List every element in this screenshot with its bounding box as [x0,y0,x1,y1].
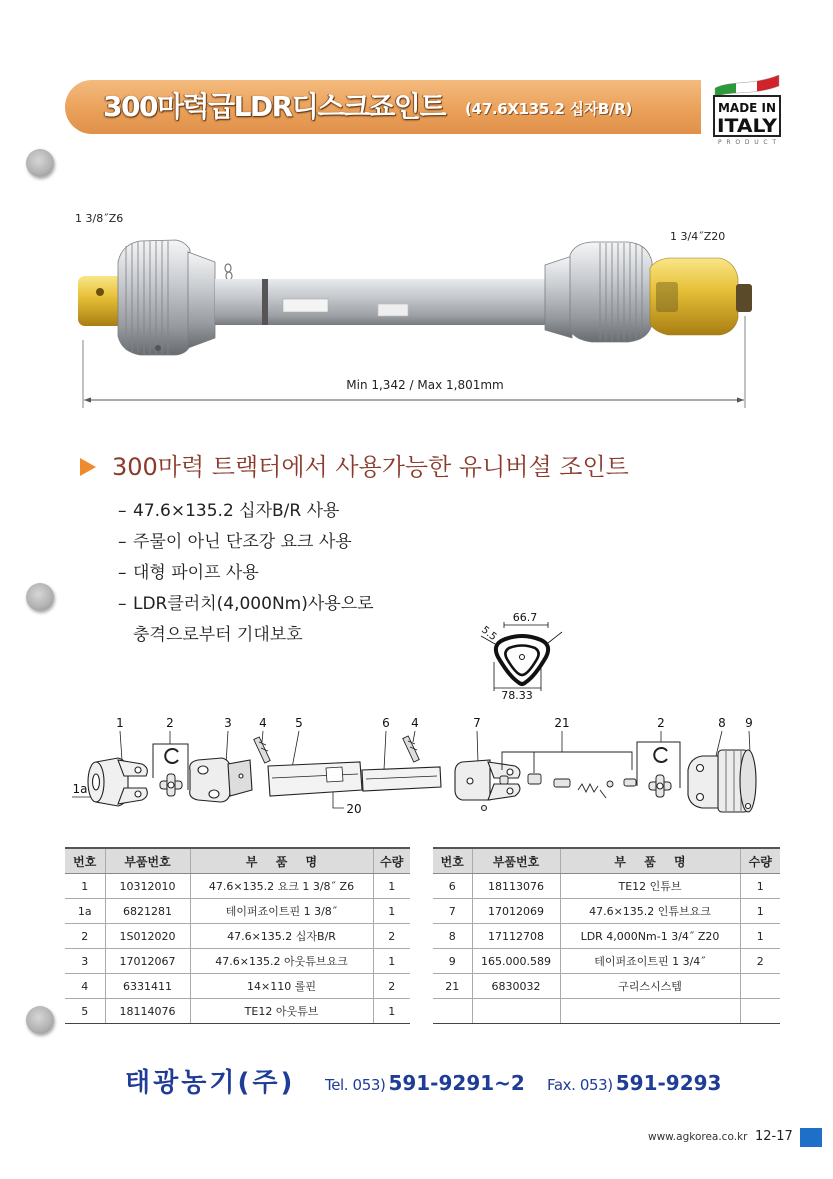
cell-qty [740,974,780,999]
binder-hole-top [26,149,54,177]
bullet-dash: – [118,563,127,583]
list-item [118,527,374,558]
length-label: Min 1,342 / Max 1,801mm [346,378,504,392]
part-label: 21 [554,716,570,730]
right-spec-label: 1 3/4˝Z20 [670,230,726,243]
tel-number: 591-9291~2 [388,1071,525,1095]
column-header-qty: 수량 [373,848,410,874]
bullet-text: 대형 파이프 사용 [133,563,259,583]
part-7-inner-tube-yoke [455,760,520,811]
part-label-1a: 1a [72,782,88,796]
column-header-name: 부 품 명 [190,848,373,874]
cell-part-no: 1S012020 [105,924,190,949]
cell-part-no: 17012067 [105,949,190,974]
part-21-grease-system [500,752,636,798]
cell-no [433,999,472,1024]
cross-section-top-width: 66.7 [512,611,538,624]
cell-qty: 2 [373,924,410,949]
cell-qty: 1 [740,899,780,924]
cell-part-no: 17012069 [472,899,560,924]
part-1-yoke [88,758,147,806]
cell-name: 테이퍼죠이트핀 1 3/4˝ [560,949,740,974]
column-header-no: 번호 [65,848,105,874]
part-9-ldr-clutch [718,750,756,812]
part-label: 2 [166,716,174,730]
cell-part-no [472,999,560,1024]
cell-qty [740,999,780,1024]
tel-prefix: Tel. 053) [325,1076,386,1094]
cell-part-no: 17112708 [472,924,560,949]
cross-section-bottom-width: 78.33 [501,689,533,702]
cell-name: LDR 4,000Nm-1 3/4˝ Z20 [560,924,740,949]
cell-name: 구리스시스템 [560,974,740,999]
part-label: 5 [295,716,303,730]
cell-part-no: 6331411 [105,974,190,999]
cell-part-no: 6821281 [105,899,190,924]
part-label: 4 [259,716,267,730]
cell-part-no: 18114076 [105,999,190,1024]
cell-no: 4 [65,974,105,999]
column-header-qty: 수량 [740,848,780,874]
left-yoke [78,276,124,326]
part-6-inner-tube [362,767,441,791]
table-row [433,874,780,899]
heading-triangle-icon [80,458,96,476]
bullet-text: 주물이 아닌 단조강 요크 사용 [133,532,352,552]
cell-name: 14×110 롤핀 [190,974,373,999]
cell-qty: 1 [373,874,410,899]
cell-qty: 1 [740,874,780,899]
cell-name: 47.6×135.2 인튜브요크 [560,899,740,924]
part-label: 1 [116,716,124,730]
bullet-dash: – [118,594,127,614]
part-5-outer-tube [268,762,362,796]
part-label: 7 [473,716,481,730]
list-item [118,558,374,589]
bullet-dash: – [118,501,127,521]
right-guard-cone [545,242,652,342]
cell-name: 47.6×135.2 아웃튜브요크 [190,949,373,974]
part-4-roll-pin [403,736,419,762]
bullet-text: LDR클러치(4,000Nm)사용으로 [133,594,374,614]
parts-table-right [433,847,780,1024]
cell-qty: 1 [373,999,410,1024]
page-title: 300마력급LDR디스크죠인트 [103,90,446,123]
bullet-text: 충격으로부터 기대보호 [133,625,303,645]
page-number: 12-17 [755,1129,793,1144]
table-row [65,974,410,999]
cell-name: TE12 인튜브 [560,874,740,899]
column-header-name: 부 품 명 [560,848,740,874]
part-label-20: 20 [346,802,362,816]
part-label: 9 [745,716,753,730]
cell-no: 8 [433,924,472,949]
table-row [65,999,410,1024]
cell-part-no: 165.000.589 [472,949,560,974]
list-item-continuation [118,620,374,651]
list-item [118,589,374,620]
fax-number: 591-9293 [615,1071,722,1095]
binder-hole-bottom [26,1006,54,1034]
part-2-cross-bearing [153,744,188,796]
part-label: 3 [224,716,232,730]
cell-qty: 2 [373,974,410,999]
pto-shaft-illustration [0,200,833,425]
badge-made-in: MADE IN [718,101,776,115]
part-label: 2 [657,716,665,730]
feature-heading: 300마력 트랙터에서 사용가능한 유니버셜 조인트 [112,453,629,481]
telephone [325,1067,525,1099]
left-guard-cone [118,240,215,355]
cell-part-no: 10312010 [105,874,190,899]
fax [547,1067,721,1099]
cell-no: 2 [65,924,105,949]
cell-part-no: 18113076 [472,874,560,899]
cell-no: 1 [65,874,105,899]
binder-hole-middle [26,583,54,611]
cell-name: 47.6×135.2 요크 1 3/8˝ Z6 [190,874,373,899]
table-header-row [65,848,410,874]
left-spec-label: 1 3/8˝Z6 [75,212,124,225]
title-bar [65,80,701,134]
part-2-cross-bearing [637,742,680,797]
cell-name: 47.6×135.2 십자B/R [190,924,373,949]
tube-cross-section-diagram [470,605,570,705]
cell-qty: 2 [740,949,780,974]
cell-no: 5 [65,999,105,1024]
website-url[interactable]: www.agkorea.co.kr [648,1131,748,1143]
cell-part-no: 6830032 [472,974,560,999]
table-row [433,924,780,949]
list-item [118,496,374,527]
part-label: 4 [411,716,419,730]
cell-name: 테이퍼죠이트핀 1 3/8˝ [190,899,373,924]
telescopic-tube [215,279,555,325]
company-name: 태광농기(주) [125,1068,296,1098]
table-row [65,949,410,974]
fax-prefix: Fax. 053) [547,1076,613,1094]
badge-italy: ITALY [717,115,778,137]
table-row [433,974,780,999]
cell-qty: 1 [373,949,410,974]
cell-no: 7 [433,899,472,924]
part-label: 6 [382,716,390,730]
bullet-text: 47.6×135.2 십자B/R 사용 [133,501,340,521]
cell-no: 6 [433,874,472,899]
table-row-empty [433,999,780,1024]
badge-product: PRODUCT [718,139,776,146]
italian-flag-icon [715,75,779,97]
exploded-parts-diagram [0,705,833,840]
cell-no: 21 [433,974,472,999]
made-in-italy-badge [711,72,783,148]
part-label: 8 [718,716,726,730]
cell-name: TE12 아웃튜브 [190,999,373,1024]
column-header-part-no: 부품번호 [105,848,190,874]
table-row [65,874,410,899]
cell-qty: 1 [740,924,780,949]
column-header-no: 번호 [433,848,472,874]
part-3-outer-tube-yoke [190,758,252,802]
part-8-clutch-yoke [688,756,722,808]
table-row [433,899,780,924]
cell-qty: 1 [373,899,410,924]
right-yoke-clutch [650,258,752,335]
table-row [433,949,780,974]
column-header-part-no: 부품번호 [472,848,560,874]
page-subtitle: (47.6X135.2 십자B/R) [465,100,632,118]
cell-no: 3 [65,949,105,974]
table-header-row [433,848,780,874]
cell-name [560,999,740,1024]
page-marker-square [800,1128,822,1147]
table-row [65,924,410,949]
bullet-dash: – [118,532,127,552]
cell-no: 1a [65,899,105,924]
cell-no: 9 [433,949,472,974]
cross-section-wall: 5.5 [479,624,499,644]
parts-table-left [65,847,410,1024]
table-row [65,899,410,924]
feature-list [118,496,374,651]
